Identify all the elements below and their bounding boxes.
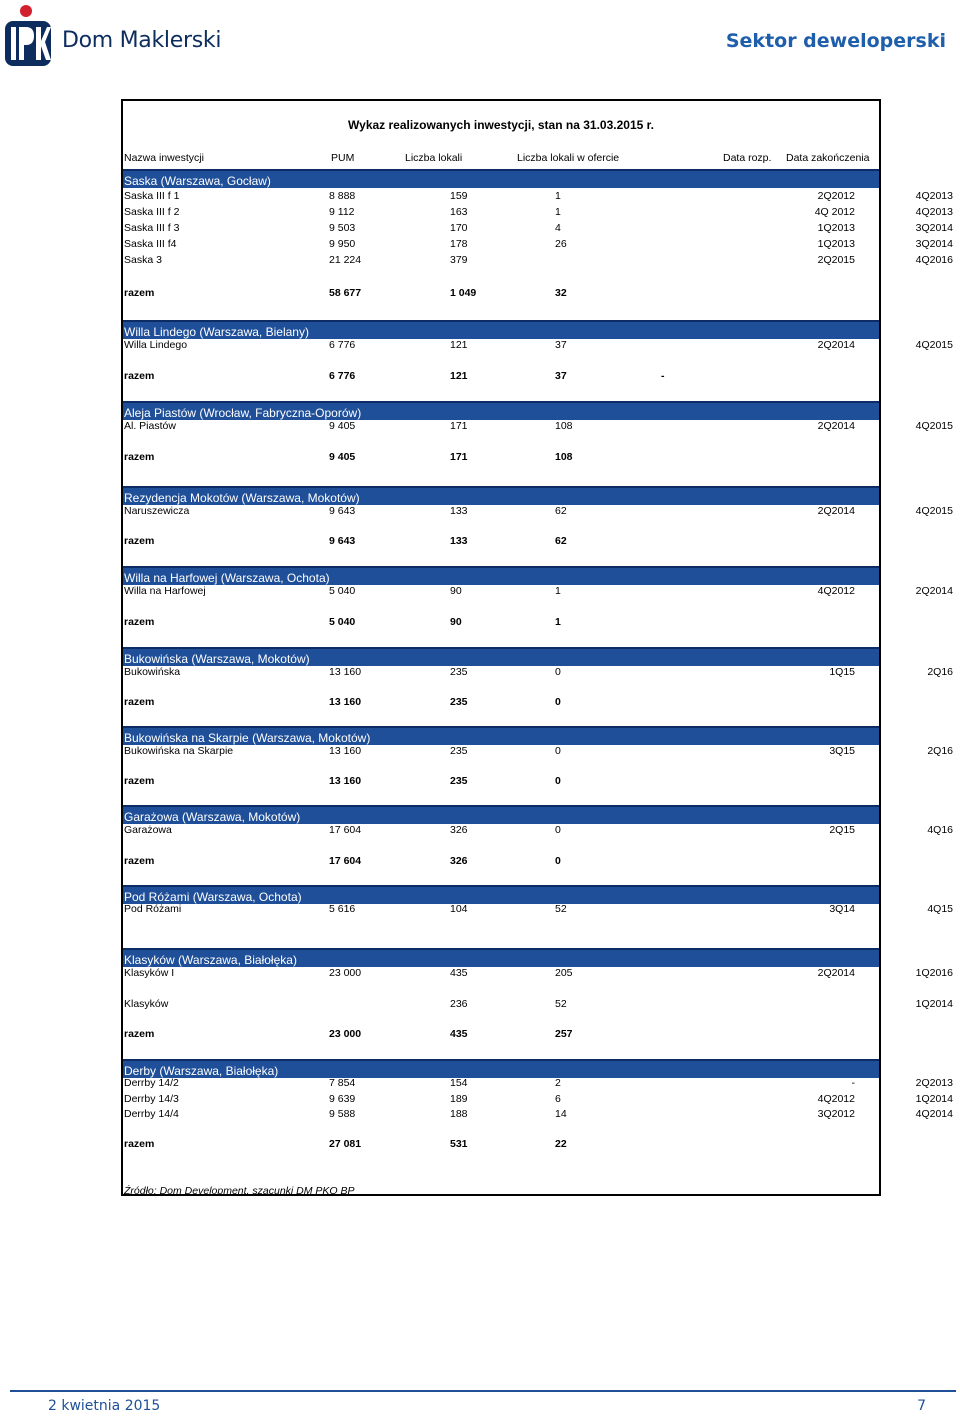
table-cell: 6 776: [329, 339, 356, 351]
table-cell: 1: [555, 206, 561, 218]
table-cell: Saska III f 2: [124, 206, 180, 218]
table-cell: 9 643: [329, 535, 356, 547]
table-cell: 1 049: [450, 287, 477, 299]
table-cell: 2: [555, 1077, 561, 1089]
table-cell: Garażowa: [124, 824, 172, 836]
table-cell: 121: [450, 370, 468, 382]
table-row: [123, 664, 953, 680]
table-cell: 9 503: [329, 222, 356, 234]
table-header-row: [123, 150, 879, 166]
table-row: [123, 1091, 953, 1107]
table-cell: 3Q15: [829, 745, 855, 757]
table-cell: 62: [555, 535, 567, 547]
table-cell: Derrby 14/4: [124, 1108, 179, 1120]
table-cell: 4Q2015: [915, 505, 953, 517]
table-row: [123, 503, 953, 519]
table-cell: razem: [124, 370, 155, 382]
table-title: Wykaz realizowanych inwestycji, stan na 31.03.2015 r.: [348, 118, 654, 132]
table-row: [123, 901, 953, 917]
table-cell: 531: [450, 1138, 468, 1150]
section-header: Willa Lindego (Warszawa, Bielany): [123, 320, 879, 339]
table-cell: 0: [555, 696, 561, 708]
table-cell: 379: [450, 254, 468, 266]
table-cell: 235: [450, 775, 468, 787]
table-cell: 205: [555, 967, 573, 979]
table-cell: 1Q2016: [915, 967, 953, 979]
total-row: [123, 773, 879, 789]
table-row: [123, 822, 953, 838]
table-cell: Saska 3: [124, 254, 162, 266]
table-cell: Naruszewicza: [124, 505, 190, 517]
table-cell: 52: [555, 998, 567, 1010]
table-cell: Saska III f4: [124, 238, 177, 250]
table-cell: Klasyków: [124, 998, 169, 1010]
table-cell: 9 643: [329, 505, 356, 517]
table-cell: Pod Różami: [124, 903, 182, 915]
table-cell: Klasyków I: [124, 967, 175, 979]
table-cell: -: [851, 1077, 855, 1089]
table-row: [123, 220, 953, 236]
table-row: [123, 204, 953, 220]
table-cell: 5 040: [329, 585, 356, 597]
table-row: [123, 996, 953, 1012]
table-cell: Derrby 14/2: [124, 1077, 179, 1089]
table-cell: 13 160: [329, 775, 362, 787]
table-row: [123, 965, 953, 981]
table-cell: 159: [450, 190, 468, 202]
table-cell: 13 160: [329, 696, 362, 708]
table-cell: 14: [555, 1108, 567, 1120]
col-header-pum: PUM: [331, 152, 355, 164]
table-row: [123, 1075, 953, 1091]
table-cell: 2Q16: [927, 666, 953, 678]
table-cell: 8 888: [329, 190, 356, 202]
table-cell: 4Q2014: [915, 1108, 953, 1120]
table-cell: 52: [555, 903, 567, 915]
table-cell: 0: [555, 855, 561, 867]
table-row: [123, 418, 953, 434]
table-cell: 3Q2014: [915, 238, 953, 250]
col-header-end: Data zakończenia: [786, 152, 870, 164]
table-cell: 9 405: [329, 420, 356, 432]
sector-title: Sektor deweloperski: [725, 30, 946, 52]
table-row: [123, 583, 953, 599]
investments-table: [121, 99, 953, 1197]
table-cell: 4Q2013: [915, 206, 953, 218]
total-row: [123, 449, 879, 465]
section-header: Rezydencja Mokotów (Warszawa, Mokotów): [123, 486, 879, 505]
table-cell: 2Q2014: [817, 505, 855, 517]
table-cell: 1Q2014: [915, 1093, 953, 1105]
table-cell: 37: [555, 370, 567, 382]
table-row: [123, 252, 953, 268]
table-cell: 4Q2015: [915, 420, 953, 432]
table-cell: 21 224: [329, 254, 362, 266]
table-cell: razem: [124, 855, 155, 867]
total-row: [123, 853, 879, 869]
col-header-start: Data rozp.: [723, 152, 772, 164]
table-cell: razem: [124, 287, 155, 299]
table-cell: 0: [555, 824, 561, 836]
footer-divider: [10, 1390, 956, 1392]
table-cell: 4Q2015: [915, 339, 953, 351]
total-row: [123, 1026, 879, 1042]
table-cell: 188: [450, 1108, 468, 1120]
table-cell: 4Q2013: [915, 190, 953, 202]
table-cell: 32: [555, 287, 567, 299]
table-cell: 9 950: [329, 238, 356, 250]
table-cell: 1: [555, 616, 561, 628]
table-cell: razem: [124, 535, 155, 547]
table-cell: 9 588: [329, 1108, 356, 1120]
table-cell: 2Q2014: [817, 339, 855, 351]
table-cell: Derrby 14/3: [124, 1093, 179, 1105]
table-cell: 189: [450, 1093, 468, 1105]
table-cell: 1Q2014: [915, 998, 953, 1010]
table-cell: Al. Piastów: [124, 420, 176, 432]
table-cell: 13 160: [329, 745, 362, 757]
table-cell: 4Q15: [927, 903, 953, 915]
source-note: Źródło: Dom Development, szacunki DM PKO BP: [124, 1185, 355, 1197]
table-cell: 13 160: [329, 666, 362, 678]
table-cell: 2Q16: [927, 745, 953, 757]
section-header: Garażowa (Warszawa, Mokotów): [123, 805, 879, 824]
table-cell: 2Q15: [829, 824, 855, 836]
table-cell: 171: [450, 451, 468, 463]
table-cell: 37: [555, 339, 567, 351]
col-header-units-offer: Liczba lokali w ofercie: [517, 152, 620, 164]
total-row: [123, 368, 879, 384]
section-header: Willa na Harfowej (Warszawa, Ochota): [123, 566, 879, 585]
table-row: [123, 337, 953, 353]
table-cell: 4Q2012: [817, 585, 855, 597]
section-header: Saska (Warszawa, Gocław): [123, 169, 879, 188]
table-cell: 0: [555, 666, 561, 678]
table-cell: 133: [450, 505, 468, 517]
table-cell: Bukowińska na Skarpie: [124, 745, 234, 757]
table-cell: 108: [555, 451, 573, 463]
table-cell: razem: [124, 696, 155, 708]
table-cell: 178: [450, 238, 468, 250]
table-cell: 17 604: [329, 824, 362, 836]
table-cell: 26: [555, 238, 567, 250]
section-header: Derby (Warszawa, Białołęka): [123, 1059, 879, 1078]
table-cell: Saska III f 3: [124, 222, 180, 234]
total-row: [123, 1136, 879, 1152]
pko-logo-icon: [5, 4, 51, 66]
table-cell: 9 639: [329, 1093, 356, 1105]
table-cell: 257: [555, 1028, 573, 1040]
table-cell: 171: [450, 420, 468, 432]
table-cell: 4Q 2012: [814, 206, 855, 218]
table-cell: 23 000: [329, 967, 362, 979]
table-cell: 1Q15: [829, 666, 855, 678]
section-header: Pod Różami (Warszawa, Ochota): [123, 885, 879, 904]
table-cell: 1Q2013: [817, 222, 855, 234]
table-cell: 9 112: [329, 206, 355, 218]
table-cell: 0: [555, 775, 561, 787]
table-cell: razem: [124, 1028, 155, 1040]
section-header: Bukowińska (Warszawa, Mokotów): [123, 647, 879, 666]
section-header: Aleja Piastów (Wrocław, Fabryczna-Oporów): [123, 401, 879, 420]
table-cell: 3Q2014: [915, 222, 953, 234]
table-cell: 9 405: [329, 451, 356, 463]
table-cell: 5 616: [329, 903, 356, 915]
page-header: [0, 0, 960, 80]
table-cell: 435: [450, 967, 468, 979]
table-cell: 2Q2012: [817, 190, 855, 202]
table-cell: 4Q2016: [915, 254, 953, 266]
table-cell: 4: [555, 222, 561, 234]
table-cell: -: [661, 370, 665, 382]
section-header: Bukowińska na Skarpie (Warszawa, Mokotów): [123, 726, 879, 745]
total-row: [123, 533, 879, 549]
table-cell: 4Q16: [927, 824, 953, 836]
col-header-units: Liczba lokali: [405, 152, 463, 164]
table-cell: 0: [555, 745, 561, 757]
table-cell: 2Q2014: [817, 420, 855, 432]
table-cell: 90: [450, 585, 462, 597]
table-row: [123, 188, 953, 204]
table-cell: 62: [555, 505, 567, 517]
table-cell: 6: [555, 1093, 561, 1105]
table-cell: Bukowińska: [124, 666, 181, 678]
table-cell: 1: [555, 585, 561, 597]
table-cell: 1: [555, 190, 561, 202]
table-cell: razem: [124, 451, 155, 463]
table-cell: 235: [450, 666, 468, 678]
table-cell: 90: [450, 616, 462, 628]
section-header: Klasyków (Warszawa, Białołęka): [123, 948, 879, 967]
table-cell: Saska III f 1: [124, 190, 180, 202]
table-cell: 435: [450, 1028, 468, 1040]
table-cell: 4Q2012: [817, 1093, 855, 1105]
table-cell: 133: [450, 535, 468, 547]
page-number: 7: [917, 1398, 926, 1414]
footer-date: 2 kwietnia 2015: [48, 1398, 161, 1414]
table-cell: 2Q2014: [915, 585, 953, 597]
table-cell: 58 677: [329, 287, 362, 299]
table-cell: 2Q2015: [817, 254, 855, 266]
table-cell: 5 040: [329, 616, 356, 628]
table-cell: 17 604: [329, 855, 362, 867]
table-cell: 7 854: [329, 1077, 356, 1089]
table-cell: 326: [450, 824, 468, 836]
table-cell: razem: [124, 616, 155, 628]
table-row: [123, 236, 953, 252]
table-cell: razem: [124, 775, 155, 787]
table-cell: 104: [450, 903, 468, 915]
brand-name: Dom Maklerski: [62, 28, 222, 53]
table-cell: 1Q2013: [817, 238, 855, 250]
table-cell: razem: [124, 1138, 155, 1150]
table-cell: 6 776: [329, 370, 356, 382]
col-header-name: Nazwa inwestycji: [124, 152, 204, 164]
total-row: [123, 694, 879, 710]
table-cell: Willa na Harfowej: [124, 585, 206, 597]
table-cell: 163: [450, 206, 468, 218]
table-cell: 170: [450, 222, 468, 234]
table-cell: 235: [450, 696, 468, 708]
table-cell: 3Q2012: [817, 1108, 855, 1120]
table-cell: 154: [450, 1077, 468, 1089]
table-cell: Willa Lindego: [124, 339, 188, 351]
table-cell: 27 081: [329, 1138, 362, 1150]
total-row: [123, 614, 879, 630]
table-cell: 108: [555, 420, 573, 432]
table-cell: 3Q14: [829, 903, 855, 915]
table-cell: 236: [450, 998, 468, 1010]
table-cell: 22: [555, 1138, 567, 1150]
table-cell: 121: [450, 339, 468, 351]
table-cell: 2Q2013: [915, 1077, 953, 1089]
table-cell: 326: [450, 855, 468, 867]
total-row: [123, 285, 879, 301]
table-cell: 235: [450, 745, 468, 757]
table-row: [123, 1106, 953, 1122]
table-cell: 23 000: [329, 1028, 362, 1040]
table-cell: 2Q2014: [817, 967, 855, 979]
table-row: [123, 743, 953, 759]
